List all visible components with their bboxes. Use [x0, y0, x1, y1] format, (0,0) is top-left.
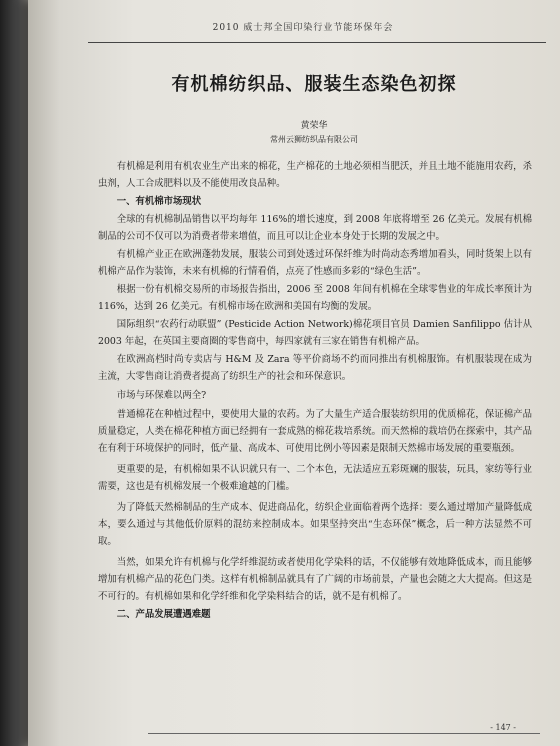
section-heading: 一、有机棉市场现状: [116, 196, 202, 207]
article-title: 有机棉纺织品、服装生态染色初探: [171, 74, 457, 95]
header-rule: [88, 42, 546, 43]
paragraph: 在欧洲高档时尚专卖店与 H&M 及 Zara 等平价商场不约而同推出有机棉服饰。有机服装现在成为主流，大零售商让消费者提高了纺织生产的社会和环保意识。: [98, 354, 532, 382]
article-body: [98, 158, 532, 624]
subheading: 市场与环保难以两全?: [116, 390, 207, 401]
paragraph: 普通棉花在种植过程中，要使用大量的农药。为了大量生产适合服装纺织用的优质棉花，保证棉产品质量稳定，人类在棉花种植方面已经拥有一套成熟的棉花栽培系统。而天然棉的栽培仍在探索中，其产品在有利于环境保护的同时，低产量、高成本、可使用比例小等因素是限制天然棉市场发展的重要瓶颈。: [98, 409, 532, 454]
paragraph: 为了降低天然棉制品的生产成本、促进商品化，纺织企业面临着两个选择：要么通过增加产量降低成本，要么通过与其他低价原料的混纺来控制成本。如果坚持突出“生态环保”概念，后一种方法显然不可取。: [98, 502, 532, 547]
paragraph: 有机棉是利用有机农业生产出来的棉花，生产棉花的土地必须相当肥沃，并且土地不能施用农药，杀虫剂，人工合成肥料以及不能使用改良品种。: [98, 161, 532, 189]
paragraph: 全球的有机棉制品销售以平均每年 116%的增长速度，到 2008 年底将增至 26 亿美元。发展有机棉制品的公司不仅可以为消费者带来增值，而且可以让企业本身处于长期的发展之中。: [98, 214, 532, 242]
book-spine-shadow: [0, 0, 30, 746]
paragraph: 根据一份有机棉交易所的市场报告指出，2006 至 2008 年间有机棉在全球零售业的年成长率预计为116%，达到 26 亿美元。有机棉市场在欧洲和美国有均衡的发展。: [98, 284, 532, 312]
paragraph: 更重要的是，有机棉如果不认识就只有一、二个本色，无法适应五彩斑斓的服装，玩具，家纺等行业需要，这也是有机棉发展一个极难逾越的门槛。: [98, 464, 532, 492]
section-heading: 二、产品发展遭遇难题: [116, 609, 211, 620]
page-number: - 147 -: [490, 723, 516, 732]
paragraph: 国际组织“农药行动联盟” (Pesticide Action Network)棉花项目官员 Damien Sanfilippo 估计从 2003 年起，在英国主要商圈的零售商中，每四家就有三家在销售有机棉产品。: [98, 319, 532, 347]
author-affiliation: 常州云狮纺织品有限公司: [270, 135, 358, 144]
paragraph: 当然，如果允许有机棉与化学纤维混纺或者使用化学染料的话，不仅能够有效地降低成本，而且能够增加有机棉产品的花色门类。这样有机棉制品就具有了广阔的市场前景，产量也会随之大大提高。但这是不可行的。有机棉如果和化学纤维和化学染料结合的话，就不是有机棉了。: [98, 557, 532, 602]
author-name: 黄荣华: [300, 121, 328, 131]
running-header: 2010 威士邦全国印染行业节能环保年会: [212, 23, 394, 33]
footer-rule: [148, 733, 540, 734]
document-page: [28, 0, 560, 746]
paragraph: 有机棉产业正在欧洲蓬勃发展，服装公司到处透过环保纤维为时尚动态秀增加看头，同时货架上以有机棉产品作为装饰，未来有机棉的行情看俏，点亮了性感而多彩的“绿色生活”。: [98, 249, 532, 277]
